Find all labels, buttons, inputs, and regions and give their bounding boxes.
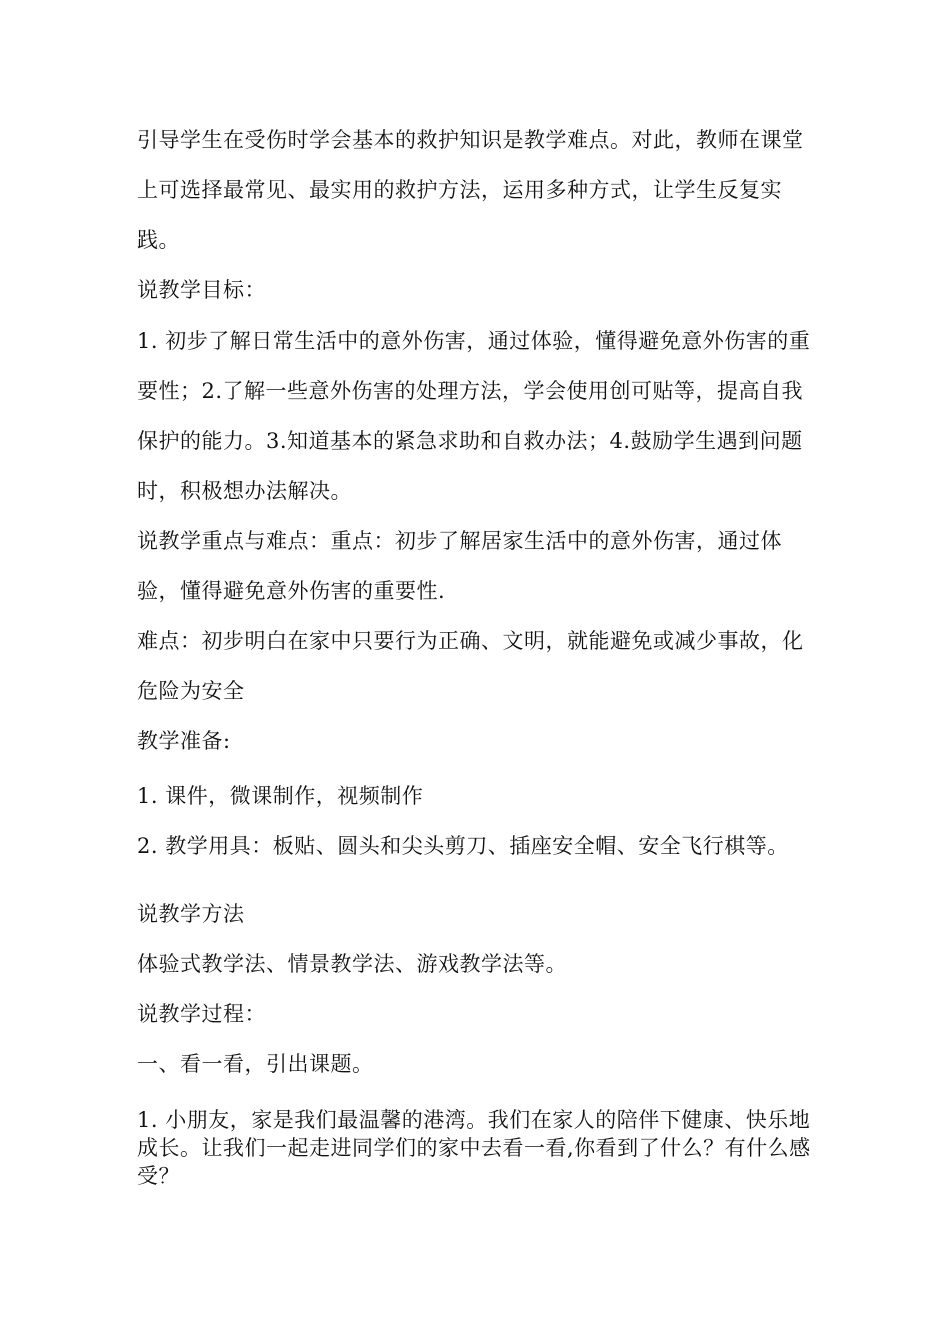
heading-teaching-process: 说教学过程： [137, 1002, 266, 1026]
heading-teaching-objectives: 说教学目标： [137, 278, 266, 302]
paragraph-step-one: 1. 小朋友，家是我们最温馨的港湾。我们在家人的陪伴下健康、快乐地成长。让我们一起走进同学们的家中去看一看,你看到了什么？有什么感受？ [137, 1108, 811, 1188]
heading-teaching-preparation: 教学准备: [137, 729, 231, 753]
list-item-courseware: 1. 课件，微课制作，视频制作 [137, 784, 424, 808]
paragraph-objectives: 1. 初步了解日常生活中的意外伤害，通过体验，懂得避免意外伤害的重要性；2.了解一些意外伤害的处理方法，学会使用创可贴等，提高自我保护的能力。3.知道基本的紧急求助和自救办法；4.鼓励学生遇到问题时，积极想办法解决。 [137, 329, 811, 503]
paragraph-teaching-difficulty: 引导学生在受伤时学会基本的救护知识是教学难点。对此，教师在课堂上可选择最常见、最实用的救护方法，运用多种方式，让学生反复实践。 [137, 128, 804, 252]
paragraph-key-points: 说教学重点与难点：重点：初步了解居家生活中的意外伤害，通过体验，懂得避免意外伤害的重要性. [137, 529, 782, 603]
heading-teaching-methods: 说教学方法 [137, 902, 245, 926]
list-item-teaching-tools: 2. 教学用具：板贴、圆头和尖头剪刀、插座安全帽、安全飞行棋等。 [137, 834, 789, 858]
paragraph-methods: 体验式教学法、情景教学法、游戏教学法等。 [137, 952, 567, 976]
heading-section-one: 一、看一看，引出课题。 [137, 1052, 374, 1076]
paragraph-difficulties: 难点：初步明白在家中只要行为正确、文明，就能避免或减少事故，化危险为安全 [137, 629, 804, 703]
document-page [137, 0, 817, 1344]
